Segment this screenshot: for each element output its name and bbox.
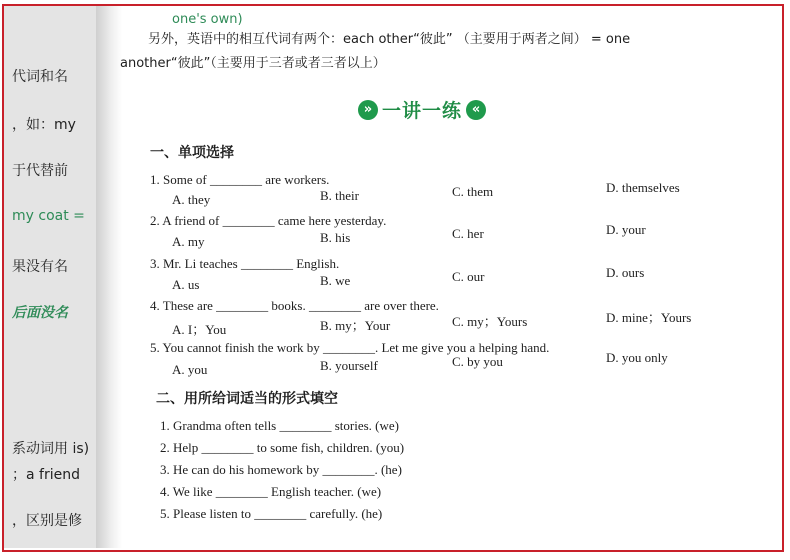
option: D. ours (606, 265, 645, 280)
intro-line-1: one's own) (172, 12, 243, 27)
left-page-line: ，区别是修 (12, 513, 82, 529)
question: 5. You cannot finish the work by ________. Let me give you a helping hand. (150, 340, 550, 355)
option: C. her (452, 226, 484, 241)
option: B. we (320, 273, 351, 288)
left-page-line: 代词和名 (12, 69, 68, 85)
left-page-line: 果没有名 (12, 259, 68, 275)
left-page-line: my coat = (12, 208, 85, 224)
option: D. themselves (606, 180, 680, 195)
option: C. our (452, 269, 485, 284)
chevron-right-icon: » (358, 100, 378, 120)
section2-heading: 二、用所给词适当的形式填空 (156, 391, 338, 407)
option: A. us (172, 277, 200, 292)
question: 3. Mr. Li teaches ________ English. (150, 256, 340, 271)
option: C. my；Yours (452, 314, 528, 329)
left-page-line: 后面没名 (12, 305, 68, 321)
option: B. their (320, 188, 359, 203)
option: A. you (172, 362, 208, 377)
question: 4. These are ________ books. ________ are over there. (150, 298, 439, 313)
option: D. your (606, 222, 646, 237)
left-page-line: ，如：my (12, 117, 76, 133)
question: 1. Some of ________ are workers. (150, 172, 330, 187)
fill-in-item: 4. We like ________ English teacher. (we) (160, 484, 382, 499)
fill-in-item: 5. Please listen to ________ carefully. (he) (160, 506, 383, 521)
intro-line-3: another“彼此”（主要用于三者或者三者以上） (120, 56, 386, 71)
left-page-line: 于代替前 (12, 163, 68, 179)
section1-heading: 一、单项选择 (150, 145, 234, 161)
chevron-left-icon: « (466, 100, 486, 120)
option: D. mine；Yours (606, 310, 692, 325)
option: A. they (172, 192, 211, 207)
option: B. my；Your (320, 318, 391, 333)
left-page-line: ；a friend (12, 467, 80, 483)
option: C. by you (452, 354, 503, 369)
right-page (120, 6, 780, 548)
left-page-line: 系动词用 is) (12, 441, 90, 457)
left-page (4, 6, 100, 548)
intro-line-2: 另外，英语中的相互代词有两个：each other“彼此” （主要用于两者之间） = one (148, 32, 631, 47)
fill-in-item: 2. Help ________ to some fish, children. (you) (160, 440, 405, 455)
option: B. his (320, 230, 351, 245)
option: A. I；You (172, 322, 227, 337)
fill-in-item: 1. Grandma often tells ________ stories. (we) (160, 418, 400, 433)
section-banner (358, 96, 486, 123)
option: D. you only (606, 350, 668, 365)
book-gutter (96, 6, 122, 548)
option: A. my (172, 234, 205, 249)
option: C. them (452, 184, 494, 199)
option: B. yourself (320, 358, 378, 373)
banner-title: 一讲一练 (382, 100, 463, 122)
fill-in-item: 3. He can do his homework by ________. (he) (160, 462, 402, 477)
question: 2. A friend of ________ came here yesterday. (150, 213, 387, 228)
